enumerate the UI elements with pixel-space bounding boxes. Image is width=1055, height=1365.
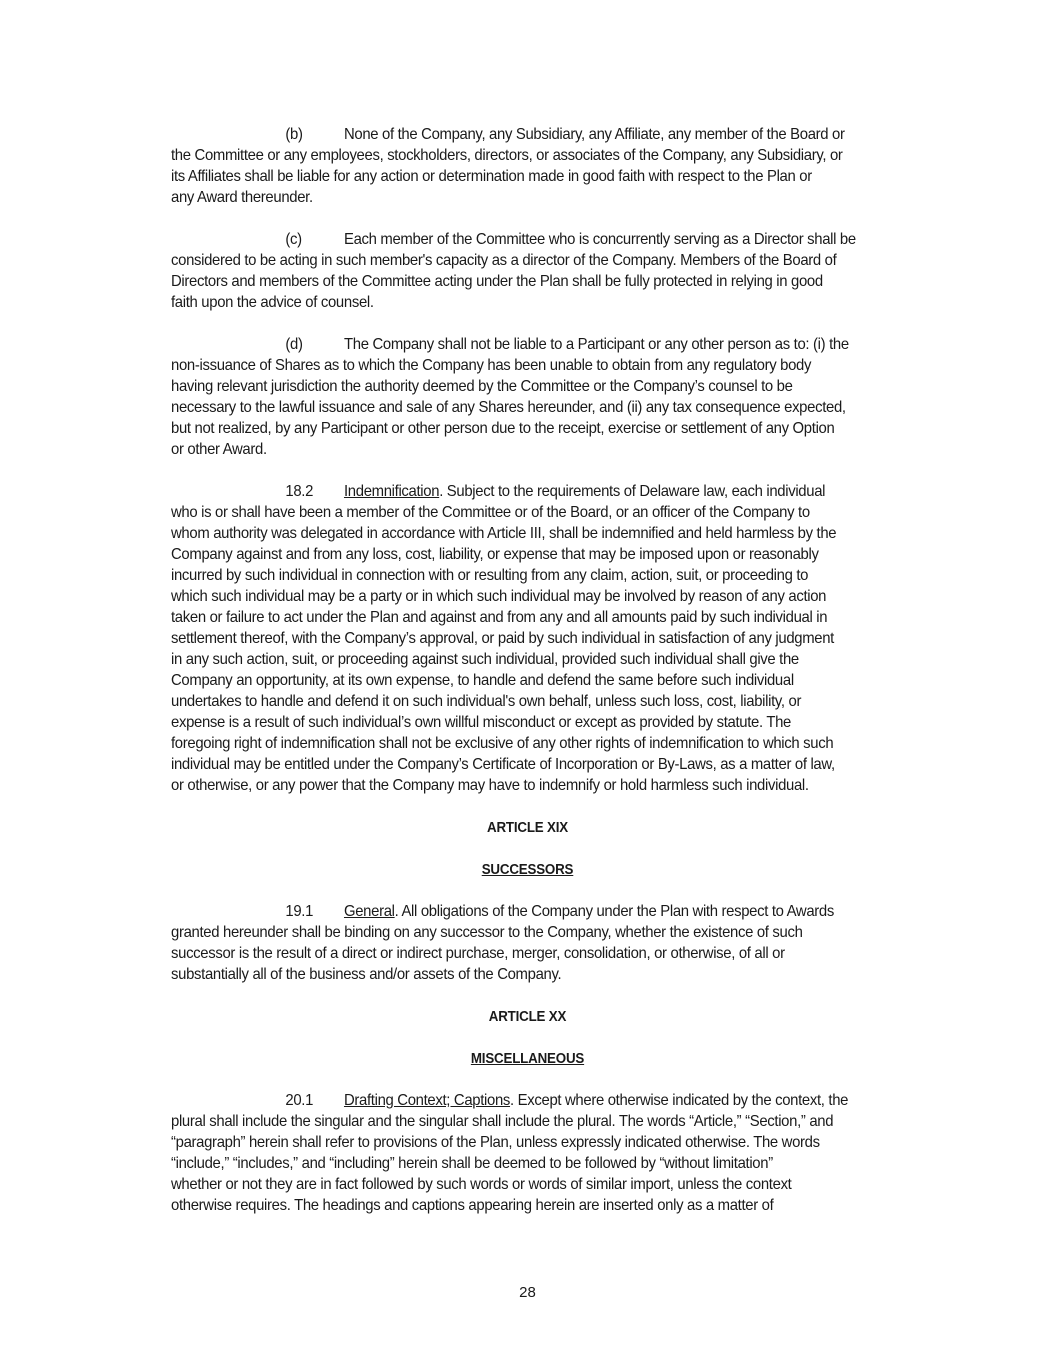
paragraph-label: (d)	[285, 336, 303, 353]
paragraph-first-line	[171, 334, 887, 355]
paragraph-line: substantially all of the business and/or assets of the Company.	[171, 966, 562, 983]
paragraph-line: otherwise requires. The headings and captions appearing herein are inserted only as a matter of	[171, 1197, 774, 1214]
paragraph-line: undertakes to handle and defend it on such individual's own behalf, unless such loss, cost, liability, or	[171, 693, 802, 710]
section-text: . All obligations of the Company under the Plan with respect to Awards	[394, 903, 834, 920]
paragraph-text: The Company shall not be liable to a Participant or any other person as to: (i) the	[343, 336, 849, 353]
article-heading-xx: ARTICLE XX	[488, 1009, 567, 1025]
paragraph-line: whether or not they are in fact followed by such words or words of similar import, unless the context	[171, 1176, 792, 1193]
paragraph-line: “paragraph” herein shall refer to provisions of the Plan, unless expressly indicated otherwise. The words	[171, 1134, 820, 1151]
paragraph-line: having relevant jurisdiction the authority deemed by the Committee or the Company’s counsel to be	[171, 378, 793, 395]
paragraph-line: plural shall include the singular and the singular shall include the plural. The words “Article,” “Section,” and	[171, 1113, 834, 1130]
paragraph-line: individual may be entitled under the Company’s Certificate of Incorporation or By-Laws, as a matter of law,	[171, 756, 835, 773]
section-19-1-general	[171, 901, 941, 985]
paragraph-line: any Award thereunder.	[171, 189, 313, 206]
section-20-1-drafting-context	[171, 1090, 941, 1216]
paragraph-text: Each member of the Committee who is concurrently serving as a Director shall be	[343, 231, 856, 248]
paragraph-c	[171, 229, 941, 313]
section-text: . Except where otherwise indicated by the context, the	[510, 1092, 849, 1109]
paragraph-first-line	[171, 229, 887, 250]
section-number: 18.2	[285, 483, 314, 500]
section-first-line	[171, 1090, 887, 1111]
paragraph-line: taken or failure to act under the Plan and against and from any and all amounts paid by such individual in	[171, 609, 828, 626]
paragraph-line: foregoing right of indemnification shall not be exclusive of any other rights of indemnification to which such	[171, 735, 834, 752]
paragraph-line: expense is a result of such individual’s own willful misconduct or except as provided by statute. The	[171, 714, 791, 731]
paragraph-line: successor is the result of a direct or indirect purchase, merger, consolidation, or otherwise, of all or	[171, 945, 785, 962]
paragraph-text: None of the Company, any Subsidiary, any Affiliate, any member of the Board or	[343, 126, 845, 143]
section-first-line	[171, 901, 887, 922]
paragraph-label: (b)	[285, 126, 303, 143]
section-number: 19.1	[285, 903, 314, 920]
paragraph-b	[171, 124, 941, 208]
paragraph-line: or other Award.	[171, 441, 267, 458]
paragraph-line: or otherwise, or any power that the Company may have to indemnify or hold harmless such individual.	[171, 777, 809, 794]
article-title-miscellaneous: MISCELLANEOUS	[470, 1051, 585, 1067]
section-caption: General	[343, 903, 395, 920]
section-caption: Indemnification	[343, 483, 440, 500]
paragraph-first-line	[171, 124, 887, 145]
paragraph-line: Directors and members of the Committee acting under the Plan shall be fully protected in relying in good	[171, 273, 823, 290]
paragraph-line: whom authority was delegated in accordance with Article III, shall be indemnified and held harmless by the	[171, 525, 837, 542]
paragraph-line: settlement thereof, with the Company’s approval, or paid by such individual in satisfaction of any judgment	[171, 630, 835, 647]
paragraph-line: Company an opportunity, at its own expense, to handle and defend the same before such individual	[171, 672, 794, 689]
paragraph-line: in any such action, suit, or proceeding against such individual, provided such individual shall give the	[171, 651, 799, 668]
paragraph-d	[171, 334, 941, 460]
section-text: . Subject to the requirements of Delaware law, each individual	[439, 483, 826, 500]
section-number: 20.1	[285, 1092, 314, 1109]
section-first-line	[171, 481, 887, 502]
section-caption: Drafting Context; Captions	[343, 1092, 511, 1109]
paragraph-line: granted hereunder shall be binding on any successor to the Company, whether the existence of such	[171, 924, 803, 941]
paragraph-line: faith upon the advice of counsel.	[171, 294, 374, 311]
page-number: 28	[519, 1284, 536, 1301]
section-18-2-indemnification	[171, 481, 941, 796]
paragraph-label: (c)	[285, 231, 302, 248]
paragraph-line: considered to be acting in such member's capacity as a director of the Company. Members of the Board of	[171, 252, 837, 269]
paragraph-line: necessary to the lawful issuance and sale of any Shares hereunder, and (ii) any tax consequence expected,	[171, 399, 846, 416]
paragraph-line: which such individual may be a party or in which such individual may be involved by reason of any action	[171, 588, 827, 605]
paragraph-line: who is or shall have been a member of the Committee or of the Board, or an officer of the Company to	[171, 504, 810, 521]
article-title-successors: SUCCESSORS	[481, 862, 574, 878]
paragraph-line: Company against and from any loss, cost, liability, or expense that may be imposed upon or reasonably	[171, 546, 819, 563]
paragraph-line: non-issuance of Shares as to which the Company has been unable to obtain from any regulatory body	[171, 357, 812, 374]
paragraph-line: but not realized, by any Participant or other person due to the receipt, exercise or settlement of any Option	[171, 420, 835, 437]
paragraph-line: “include,” “includes,” and “including” herein shall be deemed to be followed by “without limitation”	[171, 1155, 773, 1172]
article-heading-xix: ARTICLE XIX	[487, 820, 568, 836]
paragraph-line: its Affiliates shall be liable for any action or determination made in good faith with respect to the Plan or	[171, 168, 812, 185]
paragraph-line: incurred by such individual in connection with or resulting from any claim, action, suit, or proceeding to	[171, 567, 809, 584]
paragraph-line: the Committee or any employees, stockholders, directors, or associates of the Company, any Subsidiary, or	[171, 147, 843, 164]
